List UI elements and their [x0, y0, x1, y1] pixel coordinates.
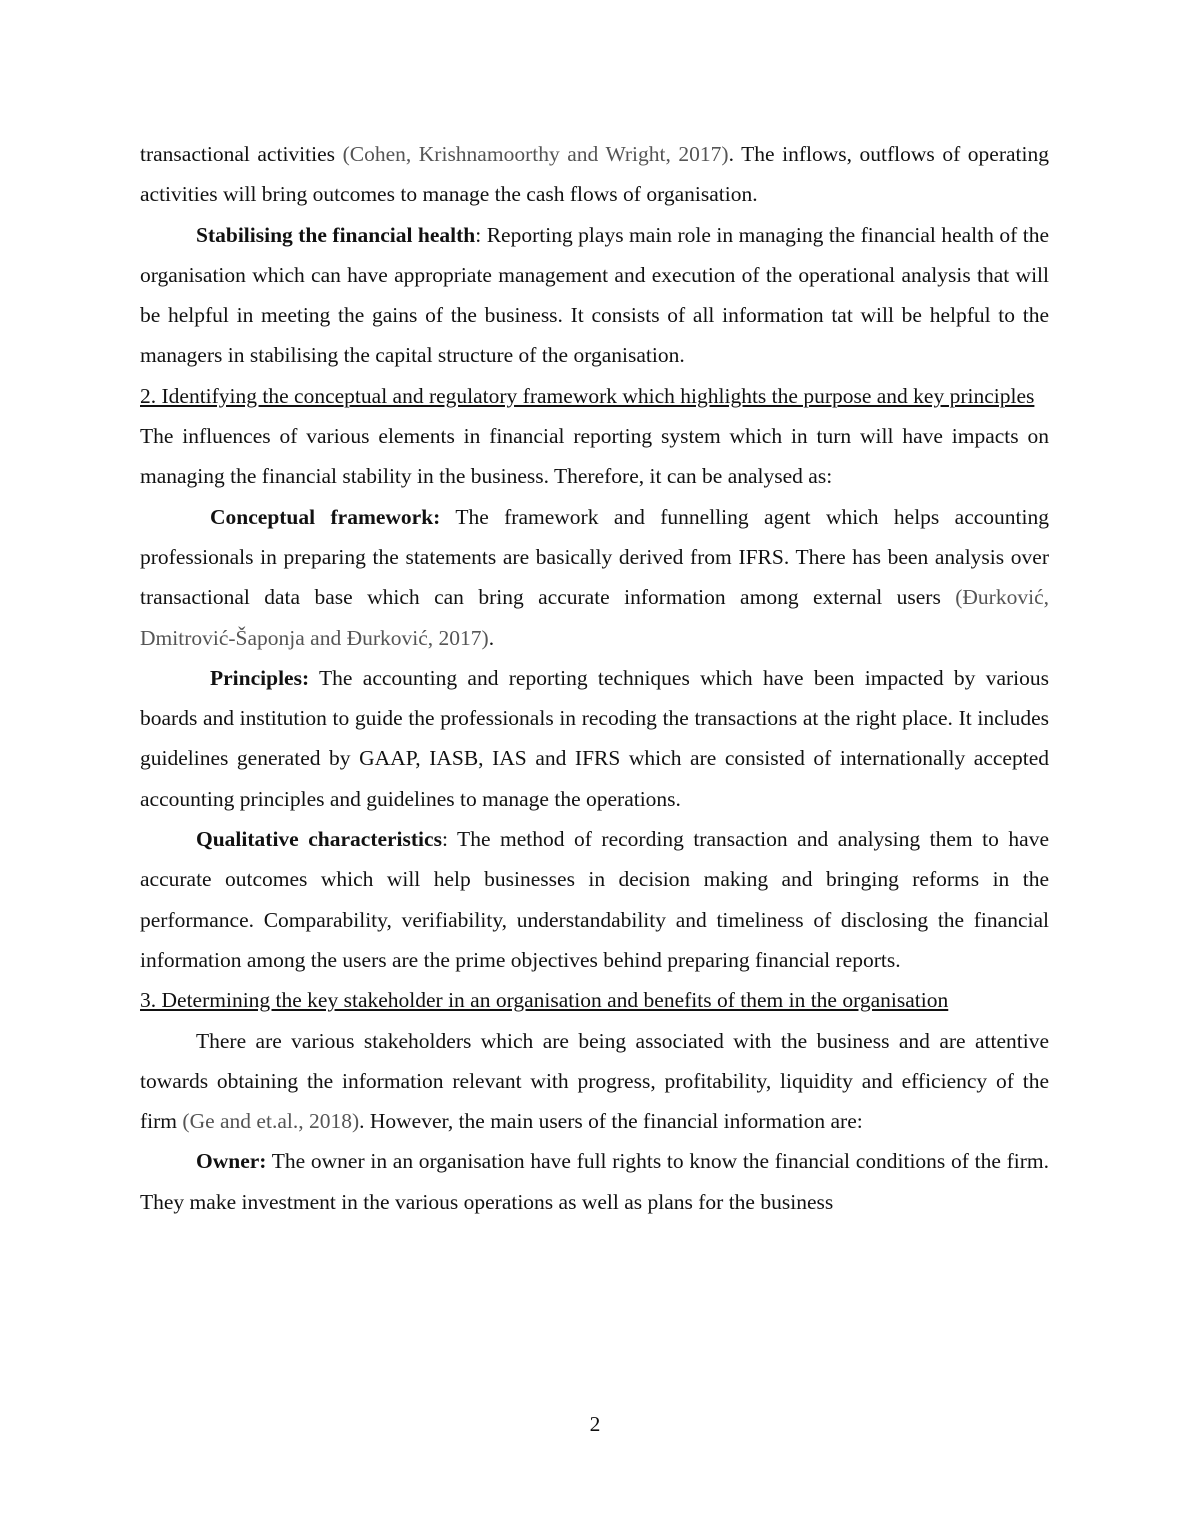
term-label: Stabilising the financial health [196, 222, 476, 247]
page-number: 2 [589, 1412, 601, 1436]
citation: (Ge and et.al., 2018) [182, 1109, 360, 1134]
paragraph-stabilising-financial-health: Stabilising the financial health: Reporting plays main role in managing the financial health of the organisation which can have appropriate management and execution of the operational analysis that will be helpful in meeting the gains of the business. It consists of all information tat will be helpful to the managers in stabilising the capital structure of the organisation. [140, 222, 1049, 368]
paragraph-cash-flows: transactional activities (Cohen, Krishnamoorthy and Wright, 2017). The inflows, outflows of operating activities will bring outcomes to manage the cash flows of organisation. [140, 142, 1049, 207]
paragraph-principles: Principles: The accounting and reporting techniques which have been impacted by various boards and institution to guide the professionals in recoding the transactions at the right place. It includes guidelines generated by GAAP, IASB, IAS and IFRS which are consisted of internationally accepted accounting principles and guidelines to manage the operations. [140, 665, 1049, 811]
document-body [140, 134, 1049, 1222]
citation: (Cohen, Krishnamoorthy and Wright, 2017) [342, 142, 729, 166]
section-heading-3: 3. Determining the key stakeholder in an organisation and benefits of them in the organisation [140, 988, 949, 1013]
term-label: Principles: [210, 665, 310, 690]
term-label: Owner: [196, 1149, 267, 1174]
paragraph-qualitative-characteristics: Qualitative characteristics: The method of recording transaction and analysing them to have accurate outcomes which will help businesses in decision making and bringing reforms in the performance. Comparability, verifiability, understandability and timeliness of disclosing the financial information among the users are the prime objectives behind preparing financial reports. [140, 827, 1049, 972]
section-heading-2: 2. Identifying the conceptual and regulatory framework which highlights the purpose and key principles [140, 383, 1035, 408]
paragraph-owner: Owner: The owner in an organisation have full rights to know the financial conditions of the firm. They make investment in the various operations as well as plans for the business [140, 1149, 1049, 1214]
paragraph-conceptual-framework: Conceptual framework: The framework and funnelling agent which helps accounting professionals in preparing the statements are basically derived from IFRS. There has been analysis over transactional data base which can bring accurate information among external users (Đurković, Dmitrović-Šaponja and Đurković, 2017). [140, 504, 1049, 650]
term-label: Qualitative characteristics [196, 827, 442, 852]
paragraph-stakeholders: There are various stakeholders which are being associated with the business and are attentive towards obtaining the information relevant with progress, profitability, liquidity and efficiency of the firm (Ge and et.al., 2018). However, the main users of the financial information are: [140, 1028, 1049, 1134]
citation: (Đurković, Dmitrović-Šaponja and Đurković, 2017) [140, 585, 1049, 650]
paragraph-influences: The influences of various elements in financial reporting system which in turn will have impacts on managing the financial stability in the business. Therefore, it can be analysed as: [140, 424, 1049, 489]
term-label: Conceptual framework: [210, 504, 441, 529]
